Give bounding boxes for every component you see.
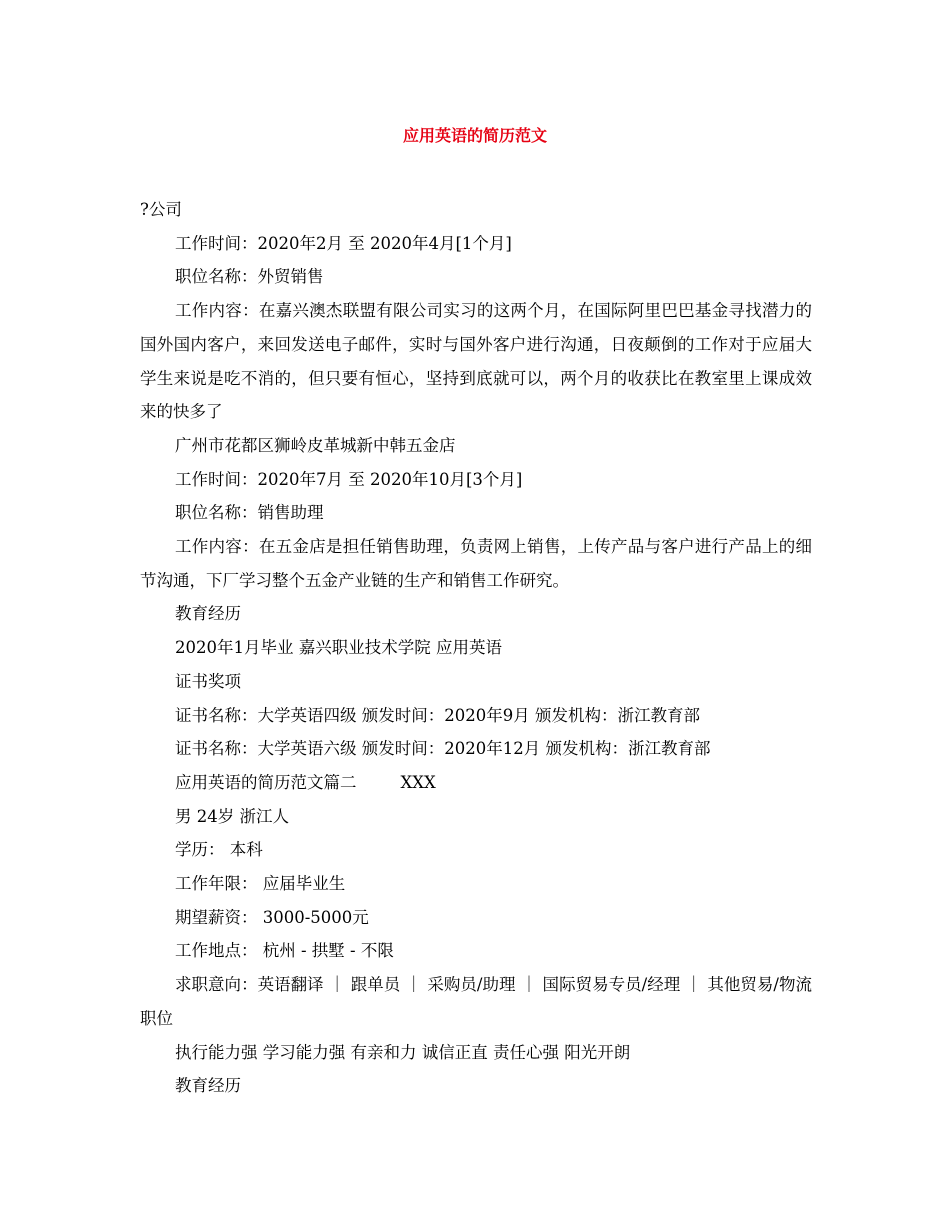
job-description-2: 工作内容：在五金店是担任销售助理，负责网上销售，上传产品与客户进行产品上的细节沟通，下厂学习整个五金产业链的生产和销售工作研究。: [140, 537, 812, 590]
position-title-2: 职位名称：销售助理: [175, 503, 324, 523]
work-period-2: 工作时间：2020年7月 至 2020年10月[3个月]: [175, 469, 523, 489]
certificate-cet6: 证书名称：大学英语六级 颁发时间：2020年12月 颁发机构：浙江教育部: [175, 739, 711, 759]
education-entry: 2020年1月毕业 嘉兴职业技术学院 应用英语: [175, 638, 502, 658]
education-heading-2: 教育经历: [175, 1076, 241, 1096]
job-description-1: 工作内容：在嘉兴澳杰联盟有限公司实习的这两个月，在国际阿里巴巴基金寻找潜力的国外国内客户，来回发送电子邮件，实时与国外客户进行沟通，日夜颠倒的工作对于应届大学生来说是吃不消的，但只要有恒心，坚持到底就可以，两个月的收获比在教室里上课成效来的快多了: [140, 301, 812, 422]
expected-salary: 期望薪资： 3000-5000元: [175, 907, 369, 927]
education-heading: 教育经历: [175, 604, 241, 624]
personal-info: 男 24岁 浙江人: [175, 806, 289, 826]
personal-strengths: 执行能力强 学习能力强 有亲和力 诚信正直 责任心强 阳光开朗: [175, 1042, 631, 1062]
work-location: 工作地点： 杭州 - 拱墅 - 不限: [175, 941, 394, 961]
document-body: [140, 193, 812, 1103]
section2-heading: 应用英语的简历范文篇二: [175, 772, 357, 792]
education-level: 学历： 本科: [175, 840, 263, 860]
page-title: 应用英语的简历范文: [402, 126, 547, 145]
job-intention: 求职意向：英语翻译 ｜ 跟单员 ｜ 采购员/助理 ｜ 国际贸易专员/经理 ｜ 其他贸易/物流职位: [140, 975, 812, 1028]
work-period-1: 工作时间：2020年2月 至 2020年4月[1个月]: [175, 233, 512, 253]
work-experience-years: 工作年限： 应届毕业生: [175, 874, 346, 894]
position-title-1: 职位名称：外贸销售: [175, 267, 324, 287]
certificates-heading: 证书奖项: [175, 671, 241, 691]
candidate-name: XXX: [400, 772, 436, 792]
section2-heading-line: [140, 766, 812, 800]
company-line: ?公司: [140, 200, 182, 219]
certificate-cet4: 证书名称：大学英语四级 颁发时间：2020年9月 颁发机构：浙江教育部: [175, 705, 700, 725]
employer-name-2: 广州市花都区狮岭皮革城新中韩五金店: [175, 435, 456, 455]
